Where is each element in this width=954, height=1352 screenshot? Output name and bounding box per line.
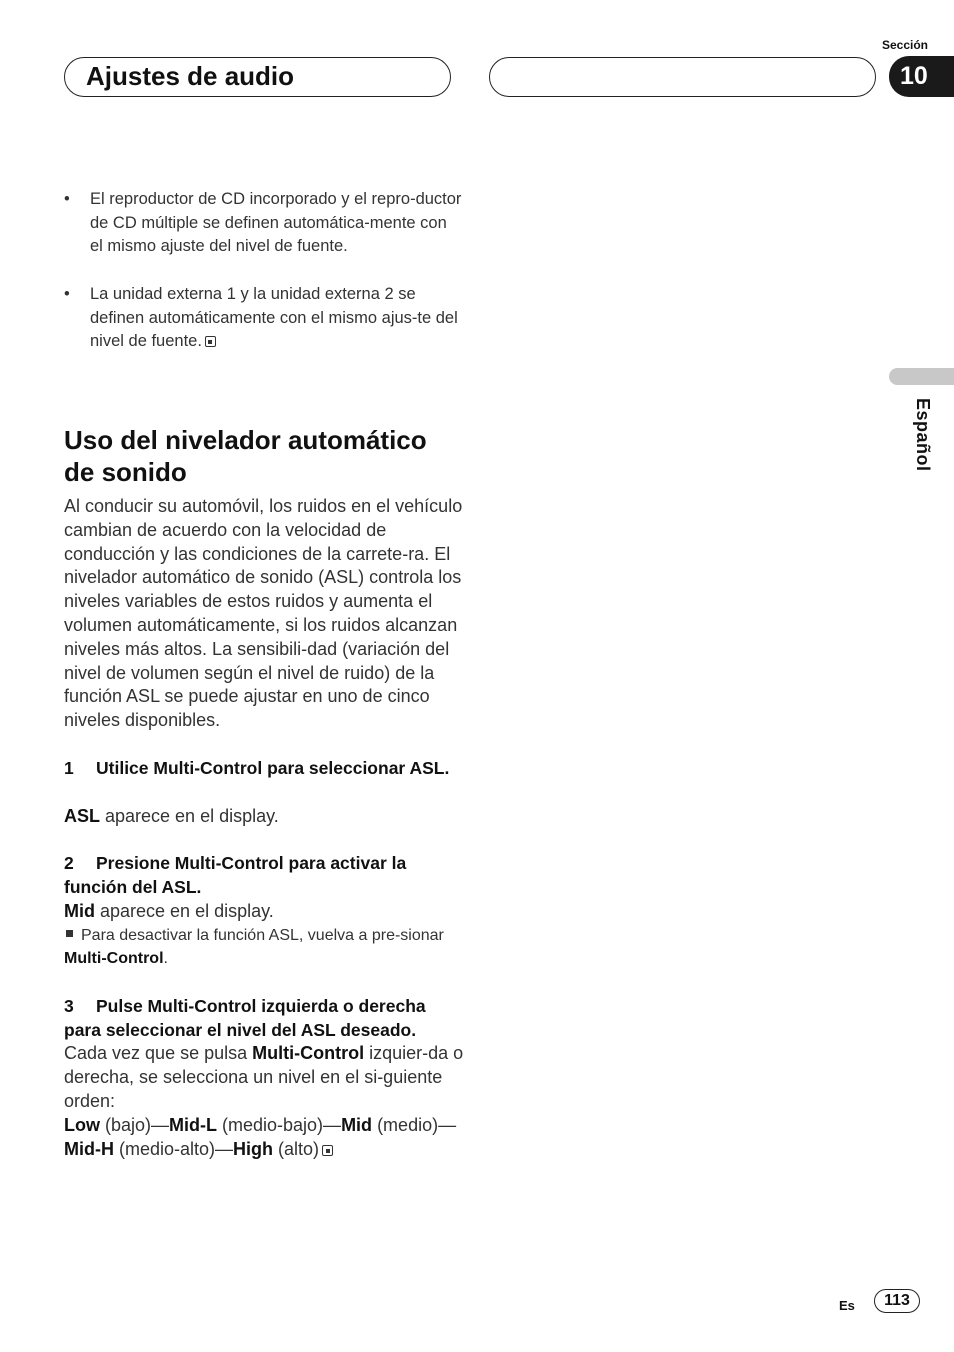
- step-3-description: [64, 1041, 464, 1113]
- note-keyword: Multi-Control: [64, 950, 164, 967]
- result-text: aparece en el display.: [95, 901, 274, 921]
- desc-keyword: Multi-Control: [252, 1043, 365, 1063]
- bullet-item: [64, 283, 464, 354]
- step-2-note: [64, 924, 464, 970]
- language-tab-label: Español: [913, 398, 933, 472]
- bullet-item: [64, 188, 464, 259]
- step-1-title: [64, 756, 464, 780]
- level-name: Mid-H: [64, 1139, 114, 1159]
- bullet-text: La unidad externa 1 y la unidad externa 2 se definen automáticamente con el mismo ajus-te del nivel de fuente.: [90, 285, 458, 351]
- level-name: Mid: [341, 1115, 373, 1135]
- bullet-text: El reproductor de CD incorporado y el repro-ductor de CD múltiple se definen automática-mente con el mismo ajuste del nivel de fuente.: [90, 190, 462, 256]
- step-number: 2: [64, 853, 74, 873]
- level-desc: (medio-bajo)—: [217, 1115, 342, 1135]
- bullet-dot: •: [64, 190, 70, 208]
- step-3-title: [64, 994, 464, 1042]
- section-heading: Uso del nivelador automático de sonido: [64, 425, 427, 487]
- step-2-title: [64, 851, 464, 899]
- language-tab-bar: [889, 368, 954, 385]
- result-keyword: ASL: [64, 806, 100, 826]
- level-desc: (medio-alto)—: [113, 1139, 234, 1159]
- note-end: .: [163, 950, 168, 967]
- desc-text: izquier-da o derecha, se selecciona un nivel en el si-guiente orden:: [64, 1043, 464, 1111]
- level-desc: (medio)—: [372, 1115, 457, 1135]
- step-2-result: [64, 899, 464, 923]
- step-number: 3: [64, 996, 74, 1016]
- page-title: Ajustes de audio: [86, 61, 295, 91]
- desc-text: Cada vez que se pulsa: [64, 1043, 253, 1063]
- step-title-text: Utilice Multi-Control para seleccionar ASL.: [96, 758, 450, 778]
- section-number: 10: [900, 62, 928, 90]
- level-order: [64, 1113, 464, 1161]
- end-mark-icon: [205, 336, 216, 347]
- level-desc: (bajo)—: [100, 1115, 170, 1135]
- language-code: Es: [839, 1298, 855, 1313]
- result-text: aparece en el display.: [100, 806, 279, 826]
- header-right-frame: [489, 57, 876, 97]
- level-desc: (alto): [273, 1139, 320, 1159]
- section-label: Sección: [881, 38, 928, 52]
- step-title-text: Presione Multi-Control para activar la función del ASL.: [64, 853, 407, 897]
- step-1-result: [64, 804, 464, 828]
- result-keyword: Mid: [64, 901, 95, 921]
- step-title-text: Pulse Multi-Control izquierda o derecha para seleccionar el nivel del ASL deseado.: [64, 996, 426, 1040]
- step-number: 1: [64, 758, 74, 778]
- level-name: High: [233, 1139, 274, 1159]
- section-intro: Al conducir su automóvil, los ruidos en el vehículo cambian de acuerdo con la velocidad de conducción y las condiciones de la carrete-ra. El nivelador automático de sonido (ASL) controla los niveles variables de estos ruidos y aumenta el volumen automáticamente, si los ruidos alcanzan niveles más altos. La sensibili-dad (variación del nivel de volumen según el nivel de ruido) de la función ASL se puede ajustar en uno de cinco niveles disponibles.: [64, 496, 463, 731]
- note-text: Para desactivar la función ASL, vuelva a pre-sionar: [81, 927, 444, 944]
- level-name: Low: [64, 1115, 100, 1135]
- level-name: Mid-L: [169, 1115, 218, 1135]
- note-square-icon: [66, 930, 73, 937]
- end-mark-icon: [322, 1145, 333, 1156]
- header-title-frame: [64, 57, 451, 97]
- page-number: 113: [874, 1289, 920, 1313]
- bullet-dot: •: [64, 285, 70, 303]
- bullet-text-with-end: [90, 283, 464, 354]
